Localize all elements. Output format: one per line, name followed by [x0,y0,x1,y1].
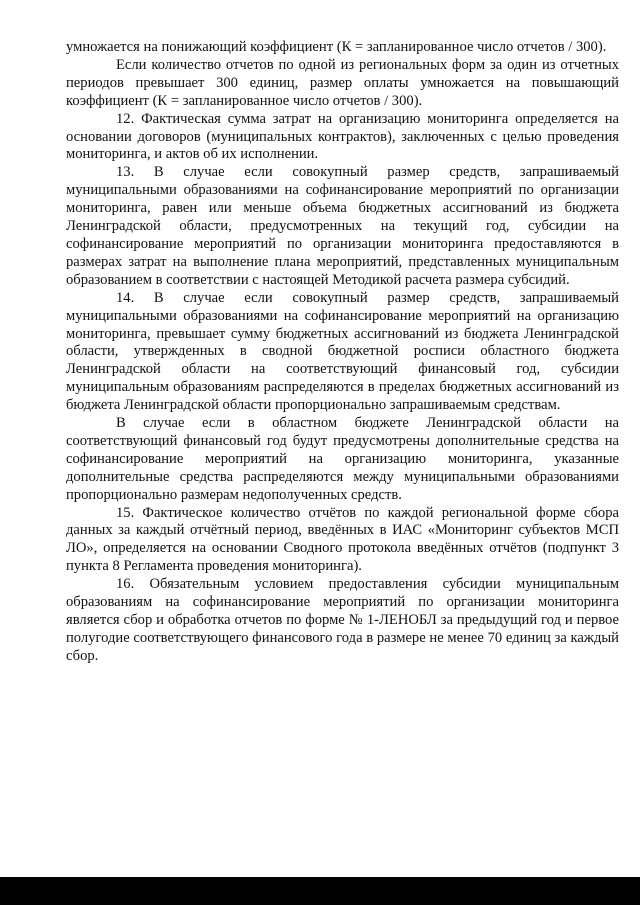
paragraph-continuation: умножается на понижающий коэффициент (К = запланированное число отчетов / 300). [66,39,607,55]
paragraph-16: 16. Обязательным условием предоставления субсидии муниципальным образованиям на софинансирование мероприятий по организации мониторинга является сбор и обработка отчетов по форме № 1-ЛЕНОБЛ за предыдущий год и первое полугодие соответствующего финансового года в размере не менее 70 единиц за каждый сбор. [66,576,619,664]
paragraph-13: 13. В случае если совокупный размер средств, запрашиваемый муниципальными образованиями на софинансирование мероприятий по организации мониторинга, равен или меньше объема бюджетных ассигнований из бюджета Ленинградской области, предусмотренных на текущий год, субсидии на софинансирование мероприятий по организации мониторинга предоставляются в размерах затрат на выполнение плана мероприятий, представленных муниципальным образованием в соответствии с настоящей Методикой расчета размера субсидий. [66,164,619,288]
paragraph-14: 14. В случае если совокупный размер средств, запрашиваемый муниципальными образованиями на софинансирование мероприятий на организацию мониторинга, превышает сумму бюджетных ассигнований из бюджета Ленинградской области, утвержденных в сводной бюджетной росписи областного бюджета Ленинградской области на соответствующий финансовый год, субсидии муниципальным образованиям распределяются в пределах бюджетных ассигнований из бюджета Ленинградской области пропорционально запрашиваемым средствам. [66,289,619,414]
paragraph-12: 12. Фактическая сумма затрат на организацию мониторинга определяется на основании договоров (муниципальных контрактов), заключенных с целью проведения мониторинга, и актов об их исполнении. [66,110,619,163]
paragraph-increasing-coefficient: Если количество отчетов по одной из региональных форм за один из отчетных периодов превышает 300 единиц, размер оплаты умножается на повышающий коэффициент (К = запланированное число отчетов / 300). [66,56,619,109]
paragraph-additional-funds: В случае если в областном бюджете Ленинградской области на соответствующий финансовый год будут предусмотрены дополнительные средства на софинансирование мероприятий на организацию мониторинга, указанные дополнительные средства распределяются между муниципальными образованиями пропорционально размерам недополученных средств. [66,415,619,503]
paragraph-15: 15. Фактическое количество отчётов по каждой региональной форме сбора данных за каждый отчётный период, введённых в ИАС «Мониторинг субъектов МСП ЛО», определяется на основании Сводного протокола введённых отчётов (подпункт 3 пункта 8 Регламента проведения мониторинга). [66,504,619,575]
document-body [66,39,619,666]
scan-bottom-border [0,877,640,905]
